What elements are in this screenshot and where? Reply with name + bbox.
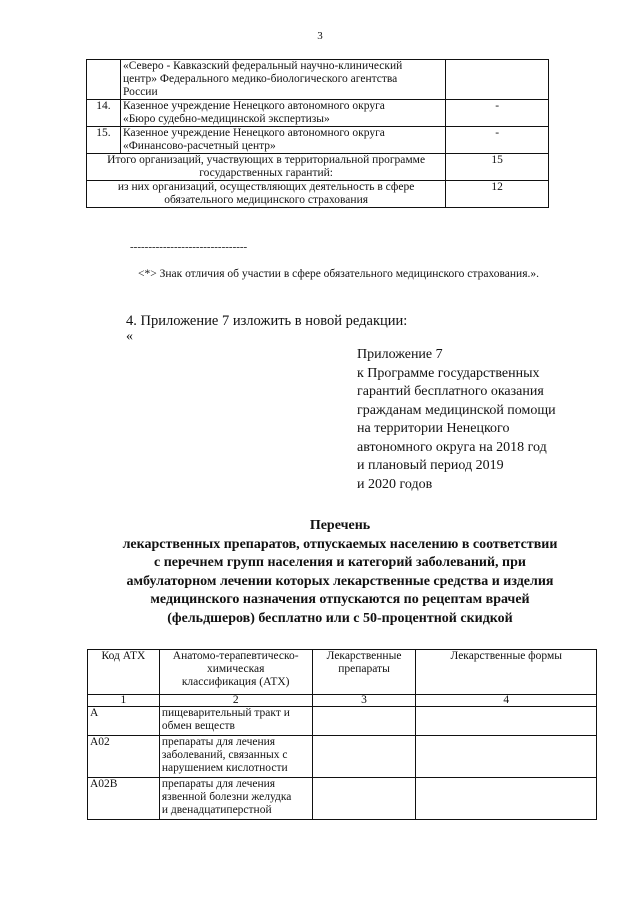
text-line: Код АТХ xyxy=(101,650,146,662)
text-line: препараты для лечения xyxy=(161,778,276,790)
text-line: обмен веществ xyxy=(161,720,235,732)
forms-cell xyxy=(416,778,597,820)
text-line: Итого организаций, участвующих в территориальной программе xyxy=(107,154,426,166)
table-row xyxy=(88,778,597,820)
text-line: Лекарственные xyxy=(326,650,402,662)
total-row xyxy=(87,154,549,181)
table-row xyxy=(87,127,549,154)
header-row xyxy=(88,650,597,695)
drugs-cell xyxy=(312,707,416,736)
header-forms xyxy=(416,650,597,695)
text-line: Лекарственные формы xyxy=(450,650,562,662)
column-number: 1 xyxy=(88,695,160,707)
drugs-cell xyxy=(312,778,416,820)
text-line: гарантий бесплатного оказания xyxy=(357,384,544,399)
atc-code: A xyxy=(88,707,160,736)
text-line: Приложение 7 xyxy=(357,347,443,362)
atc-code: A02 xyxy=(88,736,160,778)
text-line: химическая xyxy=(206,663,265,675)
text-line: амбулаторном лечении которых лекарственные средства и изделия xyxy=(126,573,554,589)
table-row xyxy=(87,100,549,127)
text-line: и 2020 годов xyxy=(357,476,433,492)
text-line: и двенадцатиперстной xyxy=(161,804,272,816)
forms-cell xyxy=(416,736,597,778)
amendment-point: 4. Приложение 7 изложить в новой редакции: xyxy=(126,313,408,329)
organization-name xyxy=(120,60,445,100)
column-number: 2 xyxy=(159,695,312,707)
column-number: 3 xyxy=(312,695,416,707)
text-line: препараты для лечения xyxy=(161,736,276,748)
opening-quote: « xyxy=(126,329,133,344)
text-line: «Бюро судебно-медицинской экспертизы» xyxy=(122,113,330,125)
total-value: 15 xyxy=(446,154,549,181)
organization-name xyxy=(120,127,445,154)
total-label xyxy=(87,154,446,181)
organizations-table xyxy=(86,59,549,208)
column-number: 4 xyxy=(416,695,597,707)
classification xyxy=(159,707,312,736)
column-number-row xyxy=(88,695,597,707)
text-line: лекарственных препаратов, отпускаемых населению в соответствии xyxy=(122,536,558,552)
text-line: автономного округа на 2018 год xyxy=(357,439,547,455)
table-row xyxy=(87,60,549,100)
heading-title: Перечень xyxy=(309,518,371,533)
text-line: медицинского назначения отпускаются по рецептам врачей xyxy=(150,592,530,607)
text-line: центр» Федерального медико-биологического агентства xyxy=(122,73,398,85)
subtotal-value: 12 xyxy=(446,181,549,208)
table-row xyxy=(88,707,597,736)
text-line: гражданам медицинской помощи xyxy=(357,402,556,418)
text-line: Казенное учреждение Ненецкого автономного округа xyxy=(122,100,385,112)
table-row xyxy=(88,736,597,778)
subtotal-row xyxy=(87,181,549,208)
text-line: к Программе государственных xyxy=(357,365,540,381)
text-line: «Финансово-расчетный центр» xyxy=(122,140,276,152)
classification xyxy=(159,778,312,820)
header-drugs xyxy=(312,650,416,695)
drugs-cell xyxy=(312,736,416,778)
text-line: пищеварительный тракт и xyxy=(161,707,290,719)
text-line: обязательного медицинского страхования xyxy=(164,194,369,206)
row-number xyxy=(87,60,121,100)
text-line: язвенной болезни желудка xyxy=(161,791,292,803)
header-classification xyxy=(159,650,312,695)
footnote-separator: -------------------------------- xyxy=(130,241,248,253)
header-atc-code xyxy=(88,650,160,695)
drug-list-table xyxy=(87,649,597,820)
text-line: «Северо - Кавказский федеральный научно-клинический xyxy=(122,60,403,72)
subtotal-label xyxy=(87,181,446,208)
text-line: Казенное учреждение Ненецкого автономного округа xyxy=(122,127,385,139)
text-line: государственных гарантий: xyxy=(199,167,333,179)
text-line: из них организаций, осуществляющих деятельность в сфере xyxy=(117,181,415,193)
page-number: 3 xyxy=(317,30,323,42)
text-line: препараты xyxy=(338,663,390,675)
participation-mark xyxy=(446,60,549,100)
list-heading xyxy=(80,517,600,628)
footnote: <*> Знак отличия об участии в сфере обязательного медицинского страхования.». xyxy=(138,268,539,280)
row-number: 14. xyxy=(87,100,121,127)
classification xyxy=(159,736,312,778)
text-line: и плановый период 2019 xyxy=(357,458,504,473)
text-line: (фельдшеров) бесплатно или с 50-процентной скидкой xyxy=(167,610,513,626)
annex-header xyxy=(357,346,556,494)
participation-mark: - xyxy=(446,100,549,127)
participation-mark: - xyxy=(446,127,549,154)
text-line: Анатомо-терапевтическо- xyxy=(172,650,299,662)
forms-cell xyxy=(416,707,597,736)
row-number: 15. xyxy=(87,127,121,154)
text-line: нарушением кислотности xyxy=(161,762,288,774)
text-line: на территории Ненецкого xyxy=(357,421,510,436)
text-line: с перечнем групп населения и категорий заболеваний, при xyxy=(154,555,526,570)
atc-code: A02B xyxy=(88,778,160,820)
organization-name xyxy=(120,100,445,127)
text-line: заболеваний, связанных с xyxy=(161,749,288,761)
text-line: России xyxy=(122,86,158,98)
text-line: классификация (АТХ) xyxy=(181,676,290,688)
